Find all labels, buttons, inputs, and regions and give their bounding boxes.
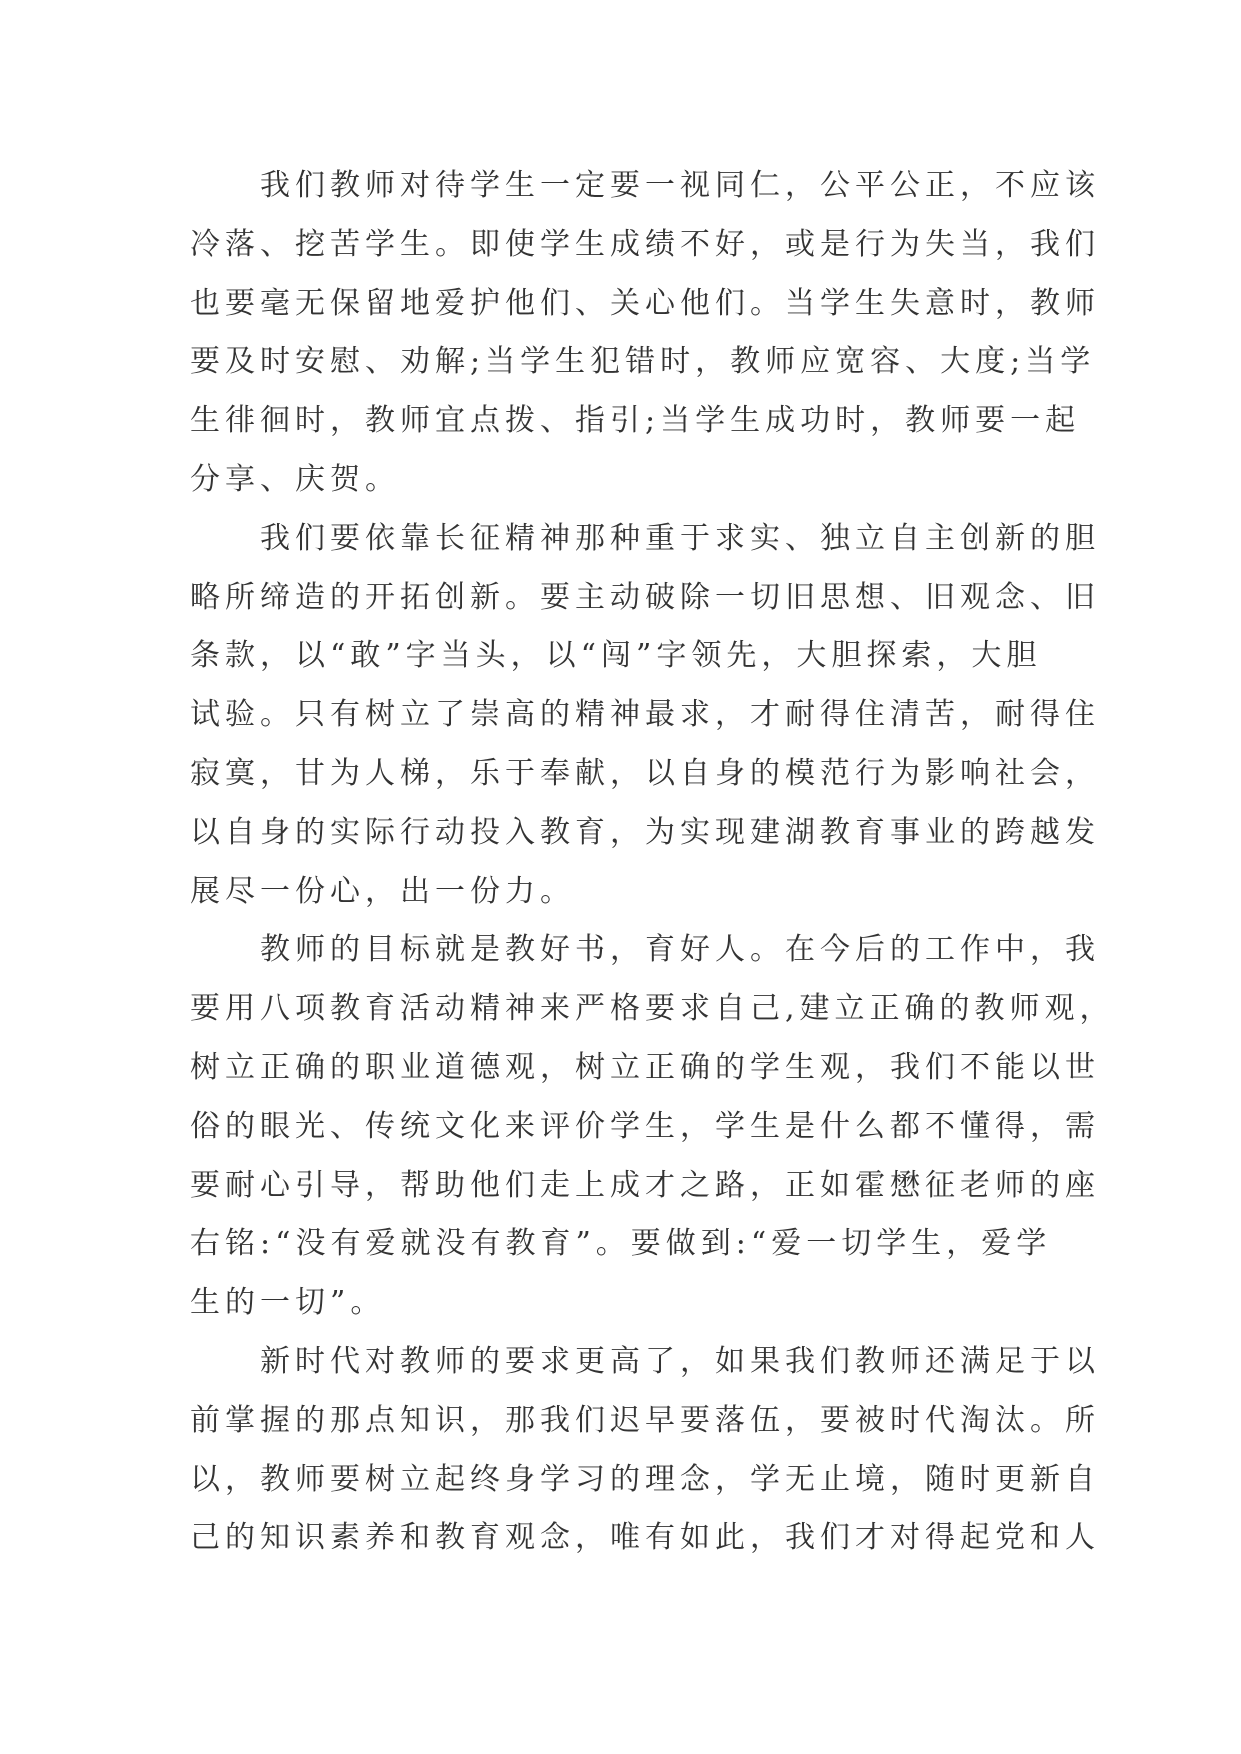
paragraph-2-line-1: 我们要依靠长征精神那种重于求实、独立自主创新的胆	[190, 520, 1100, 556]
paragraph-1-line-6: 分享、庆贺。	[190, 461, 400, 497]
paragraph-1-line-4: 要及时安慰、劝解;当学生犯错时，教师应宽容、大度;当学	[190, 344, 1096, 380]
paragraph-3-line-7: 生的一切”。	[190, 1285, 386, 1321]
paragraph-3-line-6: 右铭:“没有爱就没有教育”。要做到:“爱一切学生，爱学	[190, 1226, 1052, 1262]
paragraph-1-line-1: 我们教师对待学生一定要一视同仁，公平公正，不应该	[190, 168, 1100, 203]
paragraph-2-line-4: 试验。只有树立了崇高的精神最求，才耐得住清苦，耐得住	[190, 697, 1100, 733]
paragraph-1-line-3: 也要毫无保留地爱护他们、关心他们。当学生失意时，教师	[190, 285, 1100, 321]
paragraph-2-line-2: 略所缔造的开拓创新。要主动破除一切旧思想、旧观念、旧	[190, 579, 1100, 615]
paragraph-2-line-5: 寂寞，甘为人梯，乐于奉献，以自身的模范行为影响社会，	[190, 755, 1100, 791]
paragraph-4-line-2: 前掌握的那点知识，那我们迟早要落伍，要被时代淘汰。所	[190, 1402, 1100, 1438]
paragraph-3-line-2: 要用八项教育活动精神来严格要求自己,建立正确的教师观，	[190, 991, 1115, 1027]
paragraph-2-line-6: 以自身的实际行动投入教育，为实现建湖教育事业的跨越发	[190, 814, 1100, 850]
paragraph-1-line-2: 冷落、挖苦学生。即使学生成绩不好，或是行为失当，我们	[190, 226, 1100, 262]
paragraph-1-line-5: 生徘徊时，教师宜点拨、指引;当学生成功时，教师要一起	[190, 403, 1081, 439]
paragraph-3-line-3: 树立正确的职业道德观，树立正确的学生观，我们不能以世	[190, 1049, 1100, 1085]
document-body	[190, 157, 1115, 1568]
paragraph-2-line-7: 展尽一份心，出一份力。	[190, 873, 575, 909]
paragraph-4-line-3: 以，教师要树立起终身学习的理念，学无止境，随时更新自	[190, 1461, 1100, 1497]
paragraph-4-line-4: 己的知识素养和教育观念，唯有如此，我们才对得起党和人	[190, 1520, 1100, 1556]
paragraph-3-line-4: 俗的眼光、传统文化来评价学生，学生是什么都不懂得，需	[190, 1108, 1100, 1144]
paragraph-2-line-3: 条款，以“敢”字当头，以“闯”字领先，大胆探索，大胆	[190, 638, 1042, 674]
paragraph-3-line-1: 教师的目标就是教好书，育好人。在今后的工作中，我	[190, 932, 1100, 968]
paragraph-3-line-5: 要耐心引导，帮助他们走上成才之路，正如霍懋征老师的座	[190, 1167, 1100, 1203]
paragraph-4-line-1: 新时代对教师的要求更高了，如果我们教师还满足于以	[190, 1343, 1100, 1379]
